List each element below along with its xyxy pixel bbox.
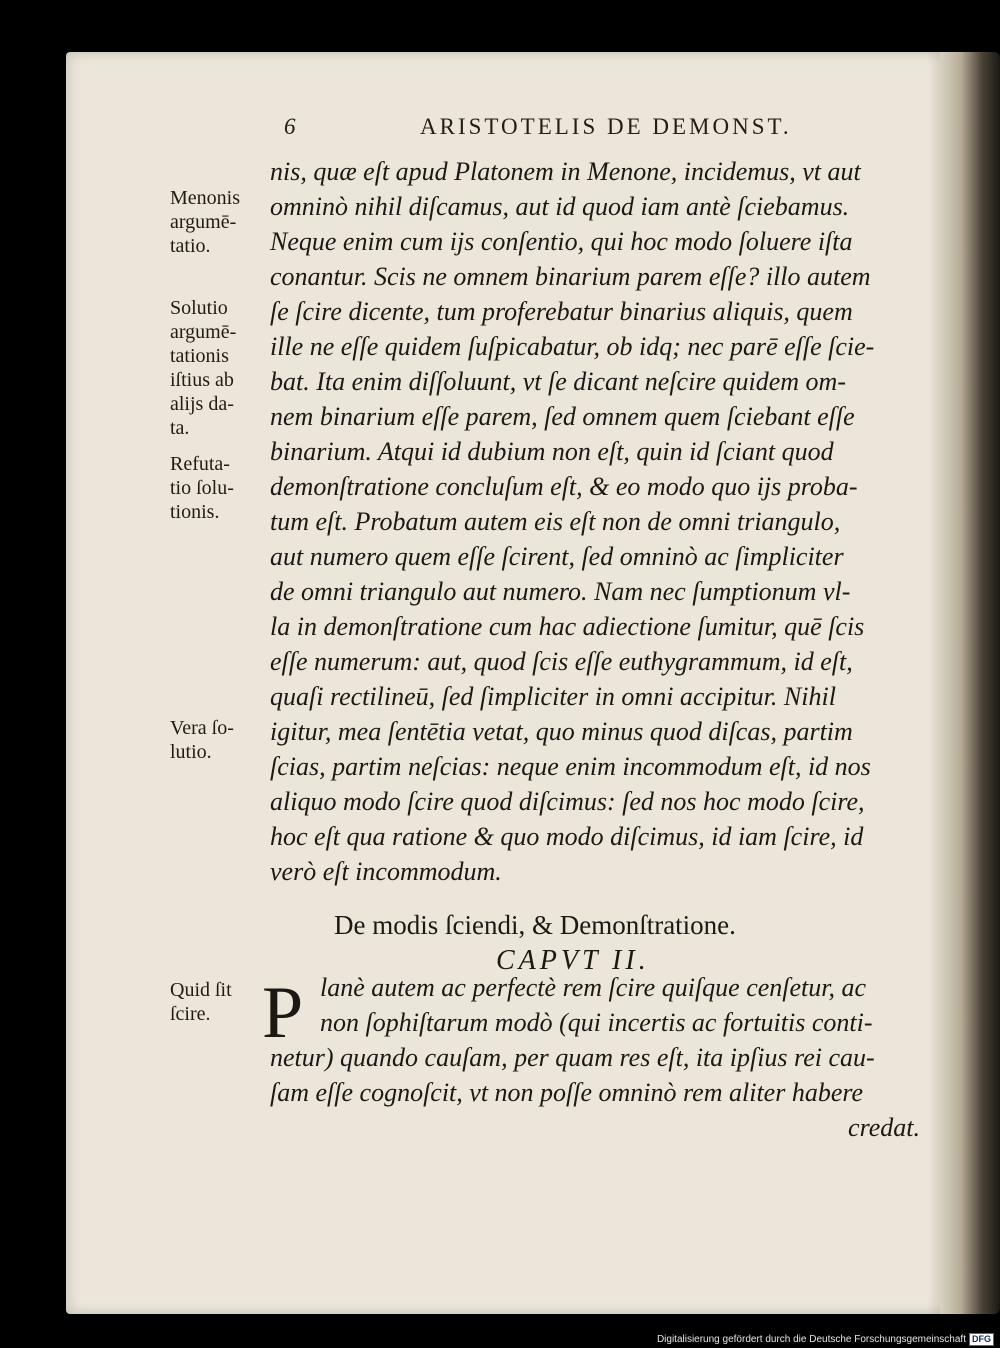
text-line: non ſophiſtarum modò (qui incertis ac fortuitis conti- [320,1008,873,1037]
text-line: de omni triangulo aut numero. Nam nec ſumptionum vl- [270,577,851,606]
margin-note-line: argumē- [170,211,237,233]
text-line: omninò nihil diſcamus, aut id quod iam antè ſciebamus. [270,192,850,221]
chapter-title: CAPVT II. [496,945,650,976]
text-line: bat. Ita enim diſſoluunt, vt ſe dicant neſcire quidem om- [270,367,846,396]
body-text [270,154,920,889]
margin-note-line: argumē- [170,321,237,343]
margin-note-menonis [170,186,270,258]
margin-note-line: Refuta- [170,453,230,475]
drop-cap: P [262,972,304,1054]
margin-note-line: iſtius ab [170,369,234,391]
text-line: binarium. Atqui id dubium non eſt, quin id ſciant quod [270,437,834,466]
margin-note-line: tatio. [170,235,211,257]
text-line: netur) quando cauſam, per quam res eſt, ita ipſius rei cau- [270,1043,875,1072]
margin-note-line: Solutio [170,297,228,319]
text-line: nem binarium eſſe parem, ſed omnem quem ſciebant eſſe [270,402,855,431]
margin-note-quid-sit-scire [170,978,270,1026]
margin-note-line: tionis. [170,501,220,523]
margin-note-line: Menonis [170,187,240,209]
margin-note-vera-solutio [170,716,270,764]
dfg-logo: DFG [969,1333,994,1346]
digitization-credit [657,1333,994,1346]
text-line: aut numero quem eſſe ſcirent, ſed omninò ac ſimpliciter [270,542,844,571]
text-line: hoc eſt qua ratione & quo modo diſcimus, id iam ſcire, id [270,822,864,851]
text-line: nis, quæ eſt apud Platonem in Menone, incidemus, vt aut [270,157,861,186]
text-line: quaſi rectilineū, ſed ſimpliciter in omni accipitur. Nihil [270,682,836,711]
credit-text: Digitalisierung gefördert durch die Deutsche Forschungsgemeinschaft [656,1334,966,1345]
margin-note-line: alijs da- [170,393,234,415]
text-line: eſſe numerum: aut, quod ſcis eſſe euthygrammum, id eſt, [270,647,853,676]
text-line: aliquo modo ſcire quod diſcimus: ſed nos hoc modo ſcire, [270,787,865,816]
section-heading: De modis ſciendi, & Demonſtratione. [334,910,736,940]
text-line: lanè autem ac perfectè rem ſcire quiſque cenſetur, ac [320,973,867,1002]
margin-note-line: ta. [170,417,190,439]
text-line: ſe ſcire dicente, tum proferebatur binarius aliquis, quem [270,297,853,326]
text-line: igitur, mea ſentētia vetat, quo minus quod diſcas, partim [270,717,853,746]
text-line: Neque enim cum ijs conſentio, qui hoc modo ſoluere iſta [270,227,853,256]
margin-note-solutio [170,296,270,440]
margin-note-line: Vera ſo- [170,717,234,739]
margin-note-line: Quid ſit [170,979,232,1001]
page-number: 6 [284,114,296,139]
text-line: tum eſt. Probatum autem eis eſt non de omni triangulo, [270,507,841,536]
book-edge [940,52,1000,1314]
text-line: conantur. Scis ne omnem binarium parem eſſe? illo autem [270,262,871,291]
margin-note-line: lutio. [170,741,212,763]
text-line: credat. [848,1113,920,1142]
margin-note-line: ſcire. [170,1003,211,1025]
text-line: la in demonſtratione cum hac adiectione ſumitur, quē ſcis [270,612,865,641]
text-line: ſcias, partim neſcias: neque enim incommodum eſt, id nos [270,752,871,781]
running-title: ARISTOTELIS DE DEMONST. [420,114,792,139]
text-line: ſam eſſe cognoſcit, vt non poſſe omninò rem aliter habere [270,1078,864,1107]
text-line: verò eſt incommodum. [270,857,502,886]
chapter-text [262,970,920,1145]
margin-note-line: tationis [170,345,229,367]
text-line: demonſtratione concluſum eſt, & eo modo quo ijs proba- [270,472,858,501]
margin-note-refutatio [170,452,270,524]
text-line: ille ne eſſe quidem ſuſpicabatur, ob idq; nec parē eſſe ſcie- [270,332,875,361]
margin-note-line: tio ſolu- [170,477,234,499]
